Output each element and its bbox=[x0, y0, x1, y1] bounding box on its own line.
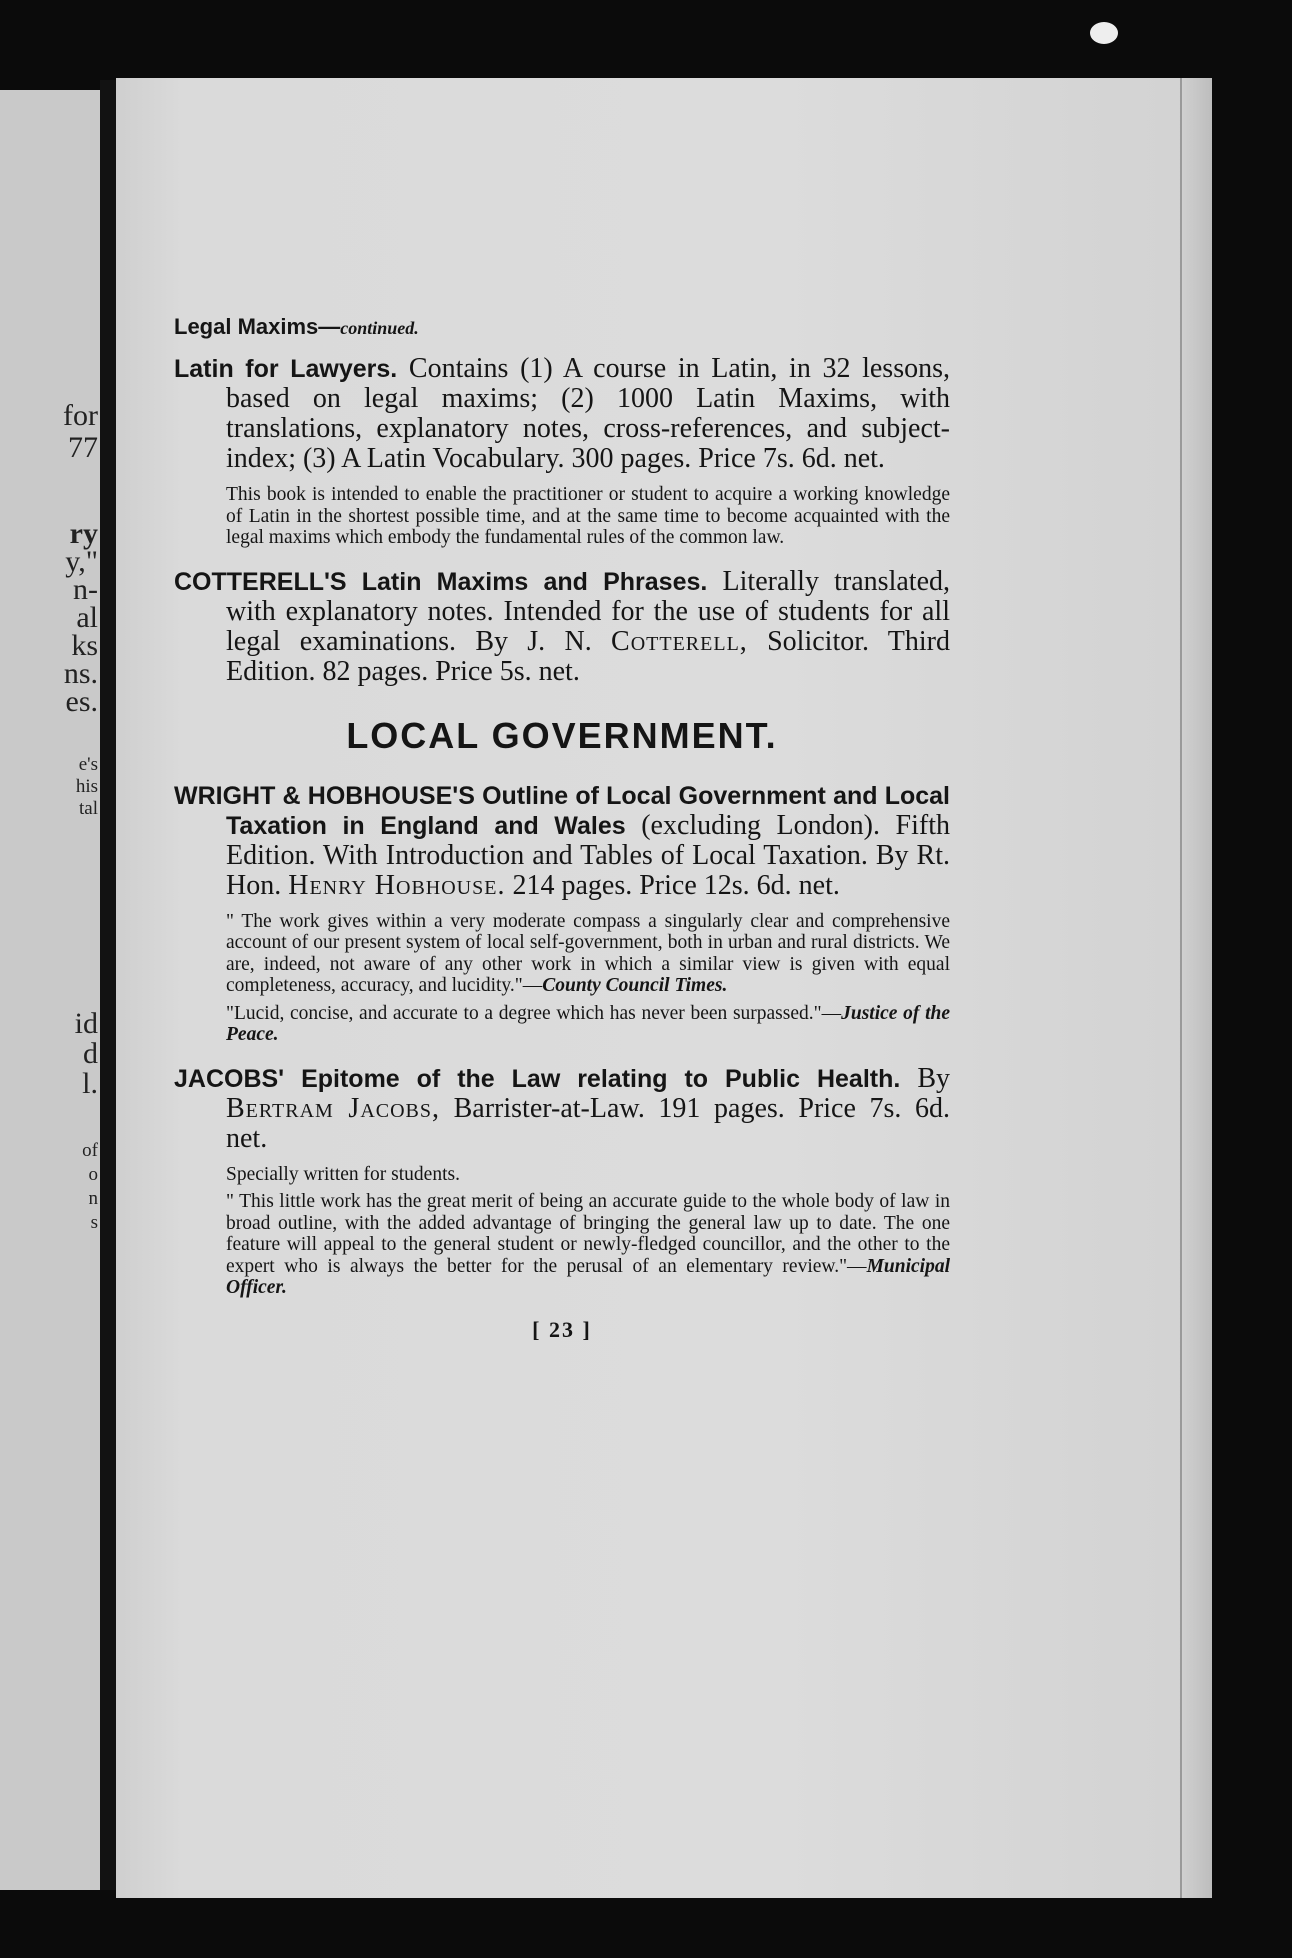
entry-body: (excluding London). Fifth Edition. With Introduction and Tables of Local Taxation. By Rt. Hon. bbox=[226, 809, 950, 901]
facing-text-fragment: y," bbox=[65, 545, 98, 578]
facing-text-fragment: ry bbox=[69, 517, 98, 550]
entry-author: Cotterell, bbox=[611, 625, 748, 657]
book-page bbox=[116, 78, 1212, 1898]
running-head-title: Legal Maxims— bbox=[174, 314, 341, 339]
entry-body: Solicitor. Third Edition. 82 pages. Price 5s. net. bbox=[226, 625, 951, 687]
entry-text bbox=[174, 567, 950, 687]
entry-note: Specially written for students. bbox=[226, 1163, 460, 1185]
entry-jacobs bbox=[174, 1064, 950, 1299]
entry-body: By bbox=[917, 1062, 951, 1094]
review-text: " The work gives within a very moderate compass a singularly clear and comprehensive account of our present system of local self-government, both in urban and rural districts. We are, indeed, not aware of any other work in which a similar view is given with equal completeness, accuracy, and lucidity."— bbox=[226, 910, 950, 996]
page-number: [ 23 ] bbox=[532, 1316, 592, 1342]
scan-speck bbox=[1090, 22, 1118, 44]
review-quote bbox=[174, 911, 950, 997]
facing-text-fragment: n bbox=[88, 1188, 98, 1209]
entry-title: WRIGHT & HOBHOUSE'S Outline of Local Government and Local Taxation in England and Wales bbox=[174, 781, 950, 840]
facing-text-fragment: n- bbox=[73, 573, 98, 606]
running-head-continued: continued. bbox=[340, 318, 419, 338]
entry-author: Henry Hobhouse. bbox=[288, 869, 506, 901]
facing-text-fragment: e's bbox=[78, 754, 98, 775]
review-source: Justice of the Peace. bbox=[226, 1002, 950, 1045]
review-quote bbox=[174, 1003, 950, 1046]
facing-text-fragment: id bbox=[74, 1007, 98, 1040]
facing-text-fragment: of bbox=[82, 1140, 98, 1161]
review-source: Municipal Officer. bbox=[226, 1255, 950, 1298]
entry-wright-hobhouse bbox=[174, 781, 950, 1046]
facing-text-fragment: al bbox=[76, 601, 98, 634]
entry-author: Bertram Jacobs, bbox=[226, 1092, 441, 1124]
page-edge bbox=[1180, 78, 1212, 1898]
entry-text bbox=[174, 354, 950, 474]
book-gutter bbox=[100, 80, 116, 1890]
facing-page-edge bbox=[0, 90, 100, 1890]
facing-text-fragment: ks bbox=[71, 629, 98, 662]
review-text: " This little work has the great merit of being an accurate guide to the whole body of law in broad outline, with the added advantage of bringing the general law up to date. The one feature will appeal to the general student or newly-fledged councillor, and the other to the expert who is always the better for the perusal of an elementary review."— bbox=[226, 1191, 950, 1277]
entry-cotterell bbox=[174, 567, 950, 687]
facing-text-fragment: for bbox=[63, 399, 98, 432]
entry-text bbox=[174, 781, 950, 901]
facing-text-fragment: his bbox=[75, 776, 98, 797]
facing-text-fragment: l. bbox=[82, 1067, 98, 1100]
facing-text-fragment: s bbox=[90, 1212, 98, 1233]
entry-body: Literally translated, with explanatory notes. Intended for the use of students for all legal examinations. By J. N. bbox=[226, 565, 950, 657]
entry-title: Latin for Lawyers. bbox=[174, 355, 398, 383]
entry-body: 214 pages. Price 12s. 6d. net. bbox=[512, 869, 840, 901]
facing-text-fragment: tal bbox=[79, 798, 98, 819]
section-heading: LOCAL GOVERNMENT. bbox=[346, 714, 778, 756]
entry-title: COTTERELL'S Latin Maxims and Phrases. bbox=[174, 567, 708, 596]
facing-text-fragment: ns. bbox=[63, 657, 98, 690]
facing-text-fragment: 77 bbox=[68, 431, 98, 464]
entry-note: This book is intended to enable the practitioner or student to acquire a working knowledge of Latin in the shortest possible time, and at the same time to become acquainted with the legal maxims which embody the fundamental rules of the common law. bbox=[226, 484, 950, 548]
review-quote bbox=[174, 1191, 950, 1299]
review-text: "Lucid, concise, and accurate to a degree which has never been surpassed."— bbox=[226, 1002, 842, 1024]
review-source: County Council Times. bbox=[542, 975, 728, 996]
page-content bbox=[174, 314, 950, 1343]
facing-text-fragment: es. bbox=[65, 685, 98, 718]
entry-title: JACOBS' Epitome of the Law relating to Public Health. bbox=[174, 1064, 901, 1093]
facing-text-fragment: d bbox=[83, 1037, 98, 1070]
entry-body: Contains (1) A course in Latin, in 32 lessons, based on legal maxims; (2) 1000 Latin Maxims, with translations, explanatory notes, cross-references, and subject-index; (3) A Latin Vocabulary. 300 pages. Price 7s. 6d. net. bbox=[226, 353, 950, 474]
running-head bbox=[174, 314, 950, 340]
entry-text bbox=[174, 1064, 950, 1154]
entry-body: Barrister-at-Law. 191 pages. Price 7s. 6d. net. bbox=[226, 1092, 951, 1154]
facing-text-fragment: o bbox=[88, 1164, 98, 1185]
entry-latin-for-lawyers bbox=[174, 354, 950, 549]
